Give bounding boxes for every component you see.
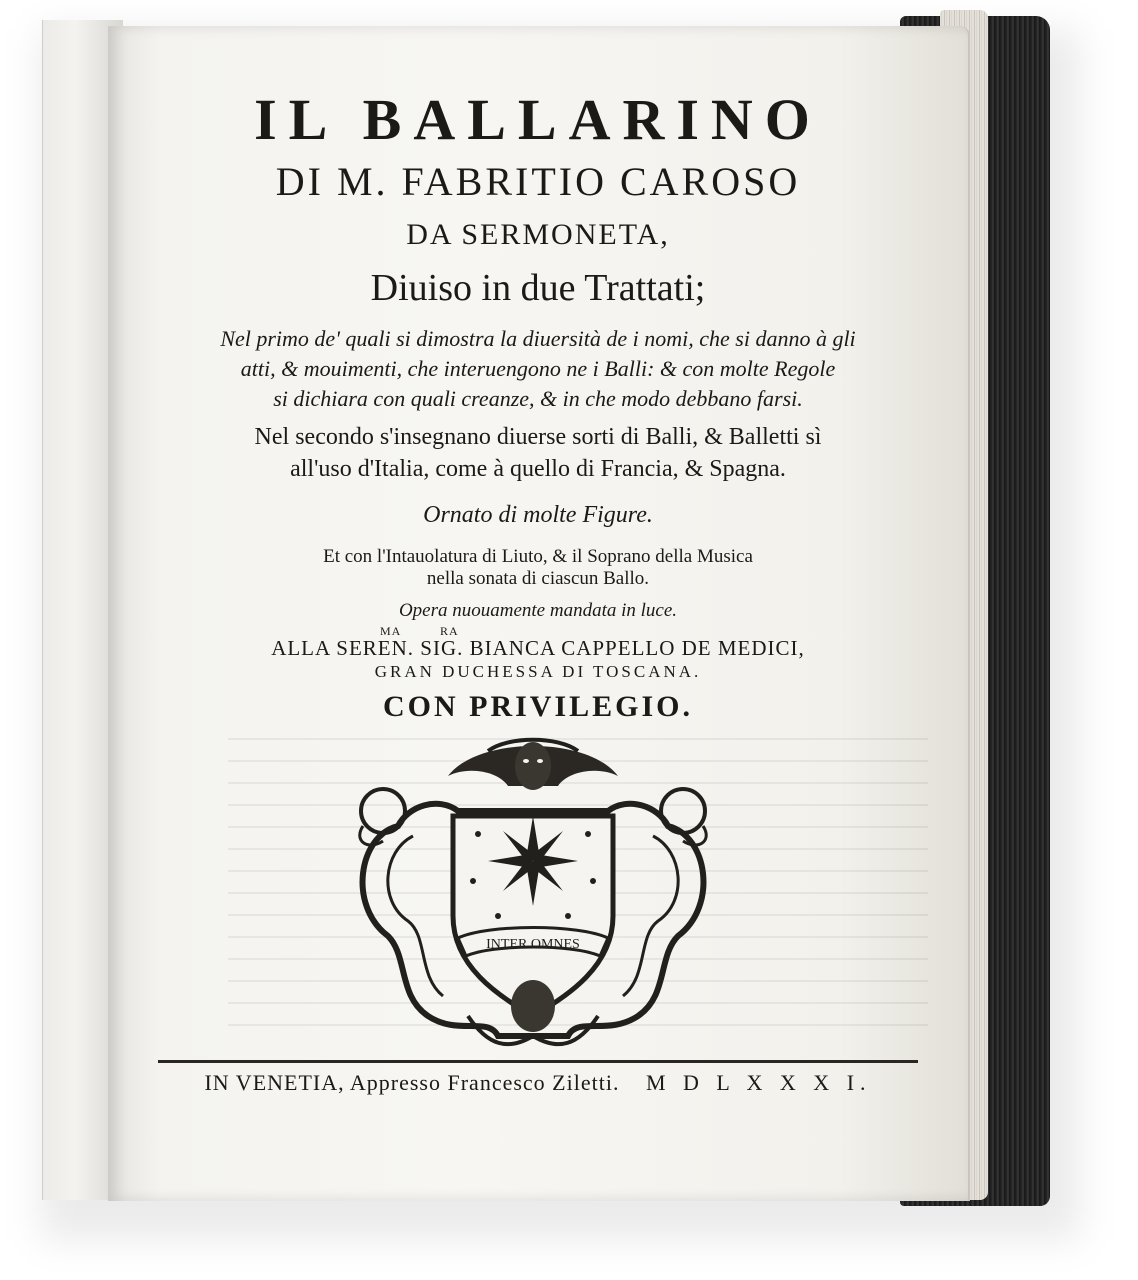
superscript-ma: MA (380, 624, 402, 638)
imprint-line (138, 1070, 938, 1096)
imprint-place: IN VENETIA, Appresso Francesco Ziletti. (204, 1070, 620, 1095)
first-treatise-line-1: Nel primo de' quali si dimostra la diuersità de i nomi, che si danno à gli (220, 326, 856, 351)
music-note-line-1: Et con l'Intauolatura di Liuto, & il Soprano della Musica (323, 546, 753, 567)
second-treatise-line-1: Nel secondo s'insegnano diuerse sorti di Balli, & Balletti sì (254, 424, 822, 450)
origin-line: DA SERMONETA, (406, 218, 670, 251)
book-title: IL BALLARINO (254, 87, 822, 152)
author-line: DI M. FABRITIO CAROSO (275, 159, 801, 204)
ornato-line: Ornato di molte Figure. (423, 502, 653, 528)
emblem-motto: INTER OMNES (486, 937, 580, 952)
opera-line: Opera nuouamente mandata in luce. (398, 600, 678, 621)
coat-of-arms-emblem (338, 716, 728, 1056)
division-line: Diuiso in due Trattati; (370, 267, 706, 309)
dedication-line: ALLA SEREN. SIG. BIANCA CAPPELLO DE MEDICI, (271, 636, 805, 660)
duchessa-line: GRAN DUCHESSA DI TOSCANA. (374, 662, 702, 681)
music-note-line-2: nella sonata di ciascun Ballo. (426, 568, 650, 589)
first-treatise-line-2: atti, & mouimenti, che interuengono ne i Balli: & con molte Regole (240, 356, 836, 381)
imprint-rule (158, 1060, 918, 1063)
privilegio-line: CON PRIVILEGIO. (382, 690, 694, 723)
second-treatise-line-2: all'uso d'Italia, come à quello di Francia, & Spagna. (290, 456, 786, 482)
title-page (108, 26, 970, 1201)
superscript-ra: RA (440, 624, 459, 638)
first-treatise-line-3: si dichiara con quali creanze, & in che modo debbano farsi. (273, 386, 803, 411)
imprint-year: M D L X X X I. (645, 1070, 872, 1095)
